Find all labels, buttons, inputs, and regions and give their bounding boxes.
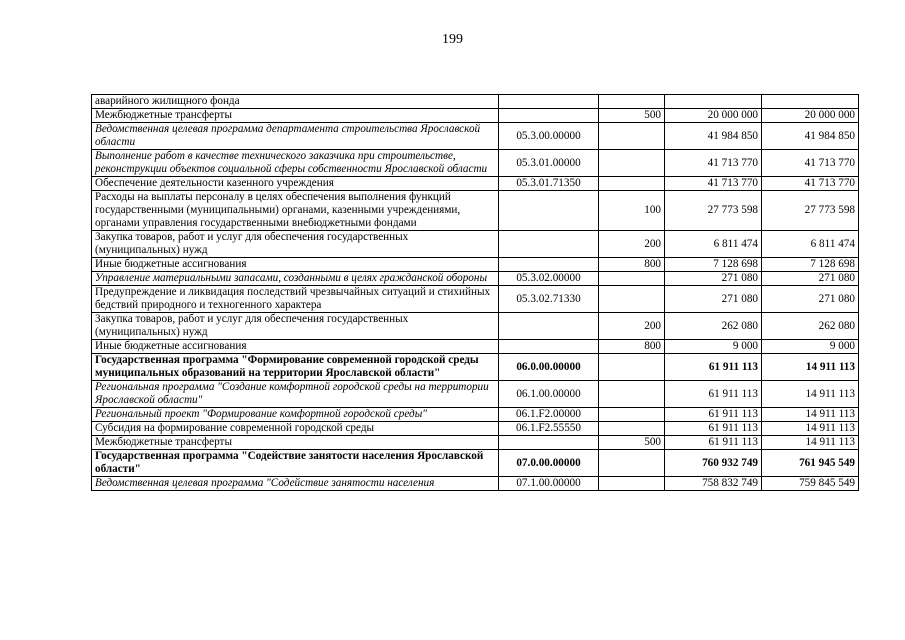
row-name-cell: Межбюджетные трансферты (92, 109, 499, 123)
row-expense-type-cell (599, 272, 665, 286)
row-amount-2020-cell: 61 911 113 (665, 422, 762, 436)
row-expense-type-cell: 800 (599, 258, 665, 272)
row-name-cell: Межбюджетные трансферты (92, 436, 499, 450)
row-code-cell: 05.3.01.00000 (499, 150, 599, 177)
row-expense-type-cell (599, 354, 665, 381)
row-amount-2021-cell: 7 128 698 (762, 258, 859, 272)
row-name-cell: аварийного жилищного фонда (92, 95, 499, 109)
row-amount-2020-cell: 7 128 698 (665, 258, 762, 272)
row-amount-2021-cell: 41 984 850 (762, 123, 859, 150)
page-number: 199 (442, 32, 463, 47)
row-code-cell (499, 191, 599, 231)
row-amount-2021-cell: 20 000 000 (762, 109, 859, 123)
row-amount-2020-cell: 271 080 (665, 286, 762, 313)
row-expense-type-cell (599, 422, 665, 436)
row-name-cell: Иные бюджетные ассигнования (92, 340, 499, 354)
row-amount-2021-cell: 27 773 598 (762, 191, 859, 231)
row-expense-type-cell (599, 477, 665, 491)
row-amount-2021-cell: 6 811 474 (762, 231, 859, 258)
row-amount-2020-cell: 41 984 850 (665, 123, 762, 150)
row-name-cell: Закупка товаров, работ и услуг для обеспечения государственных (муниципальных) нужд (92, 313, 499, 340)
row-name-cell: Закупка товаров, работ и услуг для обеспечения государственных (муниципальных) нужд (92, 231, 499, 258)
row-amount-2020-cell: 262 080 (665, 313, 762, 340)
row-name-cell: Управление материальными запасами, созданными в целях гражданской обороны (92, 272, 499, 286)
budget-table-body (92, 95, 859, 491)
row-expense-type-cell (599, 286, 665, 313)
row-amount-2021-cell: 14 911 113 (762, 436, 859, 450)
row-amount-2021-cell: 761 945 549 (762, 450, 859, 477)
row-code-cell (499, 231, 599, 258)
row-amount-2020-cell: 271 080 (665, 272, 762, 286)
row-amount-2021-cell: 14 911 113 (762, 354, 859, 381)
table-row (92, 422, 859, 436)
row-name-cell: Выполнение работ в качестве технического заказчика при строительстве, реконструкции объектов социальной сферы собственности Ярославской области (92, 150, 499, 177)
row-expense-type-cell: 800 (599, 340, 665, 354)
row-amount-2021-cell: 9 000 (762, 340, 859, 354)
row-expense-type-cell (599, 381, 665, 408)
table-row (92, 313, 859, 340)
row-name-cell: Государственная программа "Формирование современной городской среды муниципальных образований на территории Ярославской области" (92, 354, 499, 381)
row-code-cell: 06.0.00.00000 (499, 354, 599, 381)
row-code-cell: 07.0.00.00000 (499, 450, 599, 477)
row-amount-2020-cell: 61 911 113 (665, 408, 762, 422)
table-row (92, 109, 859, 123)
row-amount-2021-cell: 14 911 113 (762, 422, 859, 436)
row-code-cell: 06.1.F2.55550 (499, 422, 599, 436)
row-amount-2020-cell (665, 95, 762, 109)
row-code-cell (499, 109, 599, 123)
table-row (92, 354, 859, 381)
table-row (92, 231, 859, 258)
row-code-cell: 06.1.F2.00000 (499, 408, 599, 422)
row-amount-2020-cell: 41 713 770 (665, 150, 762, 177)
table-row (92, 408, 859, 422)
row-code-cell: 05.3.01.71350 (499, 177, 599, 191)
row-name-cell: Иные бюджетные ассигнования (92, 258, 499, 272)
row-name-cell: Ведомственная целевая программа "Содействие занятости населения (92, 477, 499, 491)
table-row (92, 450, 859, 477)
budget-table (91, 94, 859, 491)
row-code-cell: 05.3.02.00000 (499, 272, 599, 286)
row-name-cell: Расходы на выплаты персоналу в целях обеспечения выполнения функций государственными (муниципальными) органами, казенными учреждениями, органами управления государственными внебюджетными фондами (92, 191, 499, 231)
row-code-cell (499, 313, 599, 340)
row-expense-type-cell (599, 450, 665, 477)
row-name-cell: Предупреждение и ликвидация последствий чрезвычайных ситуаций и стихийных бедствий природного и техногенного характера (92, 286, 499, 313)
row-amount-2020-cell: 41 713 770 (665, 177, 762, 191)
row-expense-type-cell (599, 150, 665, 177)
row-amount-2020-cell: 9 000 (665, 340, 762, 354)
row-expense-type-cell: 200 (599, 231, 665, 258)
row-name-cell: Субсидия на формирование современной городской среды (92, 422, 499, 436)
row-amount-2021-cell: 14 911 113 (762, 381, 859, 408)
row-name-cell: Государственная программа "Содействие занятости населения Ярославской области" (92, 450, 499, 477)
table-row (92, 123, 859, 150)
row-amount-2020-cell: 61 911 113 (665, 354, 762, 381)
row-amount-2021-cell: 262 080 (762, 313, 859, 340)
row-amount-2020-cell: 61 911 113 (665, 436, 762, 450)
table-row (92, 286, 859, 313)
row-name-cell: Обеспечение деятельности казенного учреждения (92, 177, 499, 191)
row-code-cell (499, 95, 599, 109)
row-amount-2021-cell: 41 713 770 (762, 177, 859, 191)
row-amount-2021-cell: 759 845 549 (762, 477, 859, 491)
row-amount-2021-cell (762, 95, 859, 109)
table-row (92, 191, 859, 231)
row-expense-type-cell: 100 (599, 191, 665, 231)
row-amount-2021-cell: 271 080 (762, 272, 859, 286)
row-amount-2021-cell: 14 911 113 (762, 408, 859, 422)
row-expense-type-cell (599, 95, 665, 109)
row-code-cell (499, 340, 599, 354)
row-amount-2021-cell: 271 080 (762, 286, 859, 313)
table-row (92, 436, 859, 450)
row-expense-type-cell: 200 (599, 313, 665, 340)
row-amount-2020-cell: 27 773 598 (665, 191, 762, 231)
row-code-cell: 06.1.00.00000 (499, 381, 599, 408)
row-code-cell (499, 436, 599, 450)
row-amount-2020-cell: 760 932 749 (665, 450, 762, 477)
row-expense-type-cell (599, 408, 665, 422)
row-amount-2020-cell: 61 911 113 (665, 381, 762, 408)
table-row (92, 95, 859, 109)
table-row (92, 150, 859, 177)
table-row (92, 381, 859, 408)
row-expense-type-cell: 500 (599, 436, 665, 450)
row-amount-2021-cell: 41 713 770 (762, 150, 859, 177)
table-row (92, 477, 859, 491)
row-amount-2020-cell: 20 000 000 (665, 109, 762, 123)
row-expense-type-cell (599, 123, 665, 150)
row-amount-2020-cell: 6 811 474 (665, 231, 762, 258)
row-name-cell: Ведомственная целевая программа департамента строительства Ярославской области (92, 123, 499, 150)
row-code-cell (499, 258, 599, 272)
row-expense-type-cell (599, 177, 665, 191)
row-code-cell: 07.1.00.00000 (499, 477, 599, 491)
table-row (92, 272, 859, 286)
row-name-cell: Региональная программа "Создание комфортной городской среды на территории Ярославской области" (92, 381, 499, 408)
table-row (92, 258, 859, 272)
row-expense-type-cell: 500 (599, 109, 665, 123)
row-code-cell: 05.3.02.71330 (499, 286, 599, 313)
row-name-cell: Региональный проект "Формирование комфортной городской среды" (92, 408, 499, 422)
table-row (92, 340, 859, 354)
row-code-cell: 05.3.00.00000 (499, 123, 599, 150)
row-amount-2020-cell: 758 832 749 (665, 477, 762, 491)
table-row (92, 177, 859, 191)
